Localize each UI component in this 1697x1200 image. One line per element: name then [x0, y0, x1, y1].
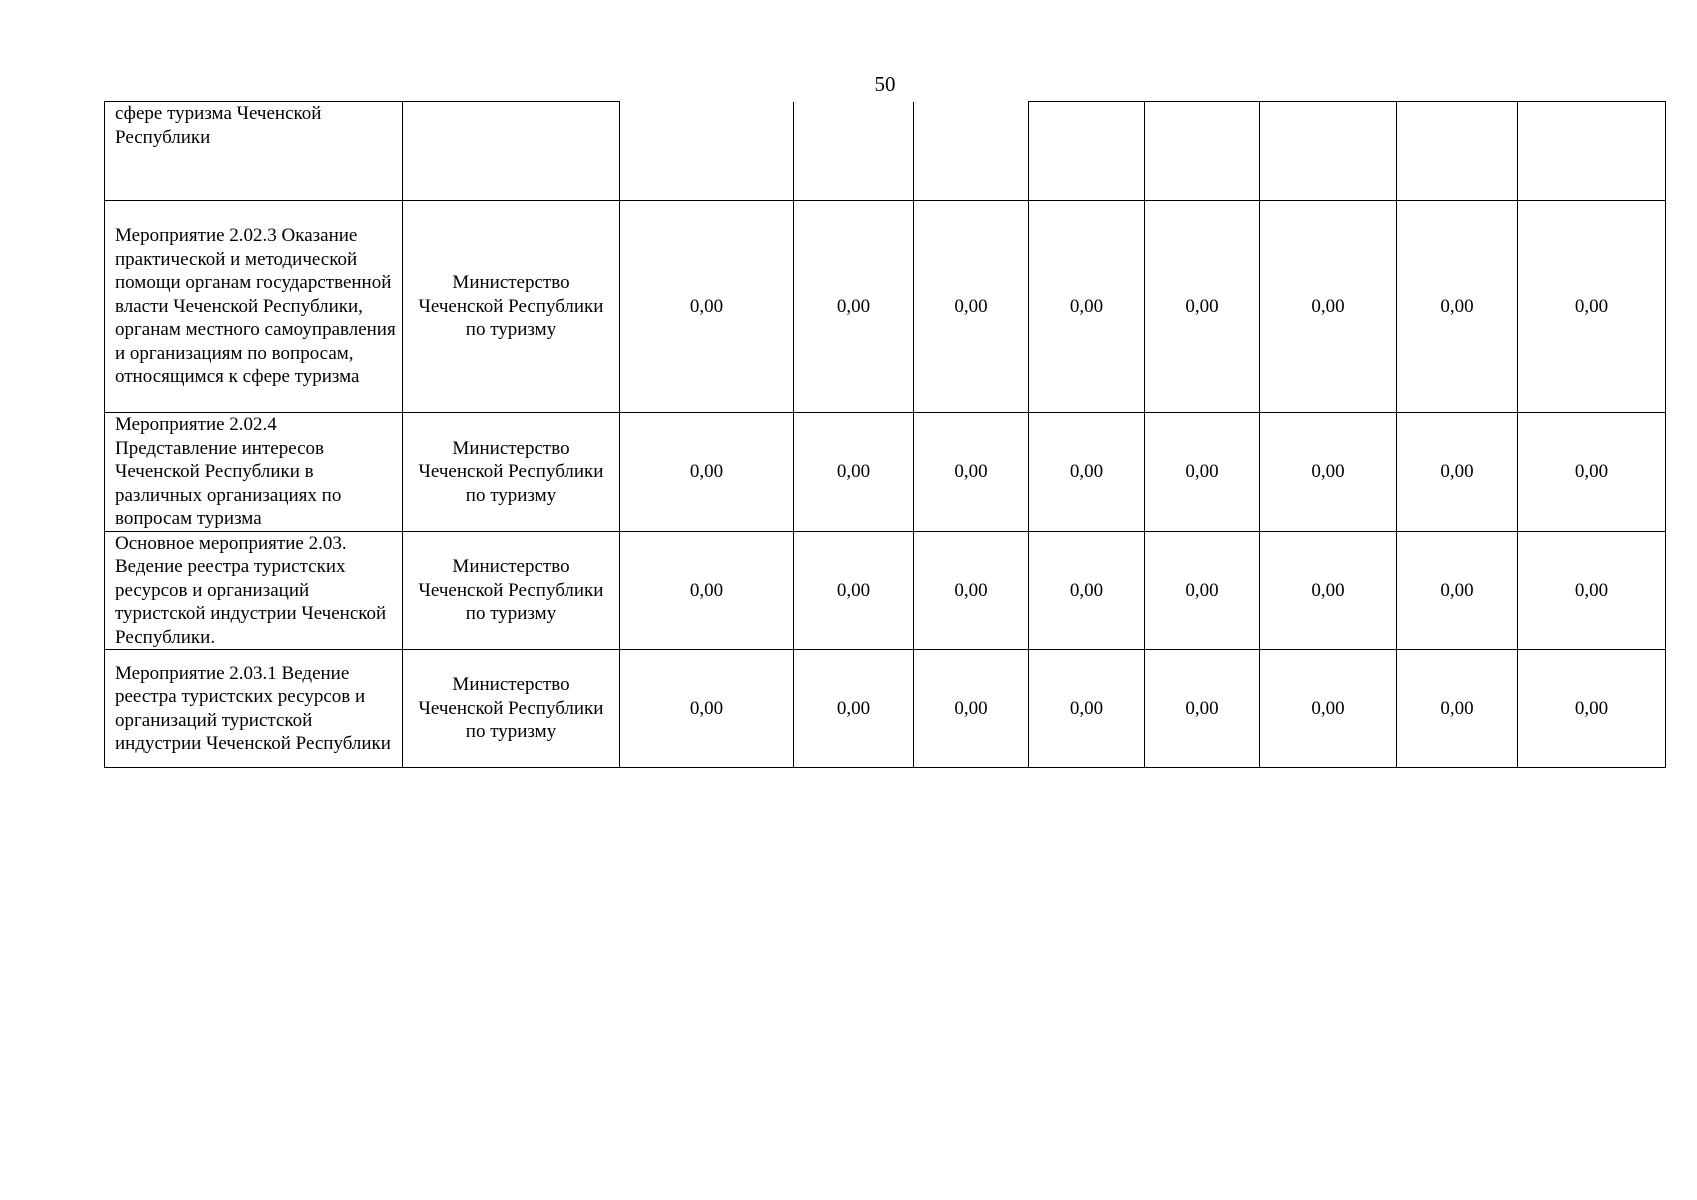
row-description: Мероприятие 2.02.3 Оказание практической и методической помощи органам государственной власти Чеченской Республики, органам местного самоуправления и организациям по вопросам, относящимся к сфере туризма — [115, 225, 396, 388]
row-description-cell — [105, 413, 403, 532]
value-cell: 0,00 — [620, 413, 794, 532]
budget-table — [104, 101, 1666, 768]
table-row — [105, 650, 1666, 768]
value-cell: 0,00 — [1145, 650, 1260, 768]
page-number: 50 — [874, 72, 896, 96]
table-row — [105, 531, 1666, 650]
value-cell: 0,00 — [1145, 413, 1260, 532]
table-row — [105, 413, 1666, 532]
row-description: сфере туризма Чеченской Республики — [115, 103, 322, 148]
value-cell — [1518, 102, 1666, 201]
row-executor-cell — [403, 650, 620, 768]
value-cell — [794, 102, 914, 201]
value-cell: 0,00 — [620, 201, 794, 413]
value-cell: 0,00 — [620, 531, 794, 650]
value-cell: 0,00 — [1029, 650, 1145, 768]
value-cell: 0,00 — [914, 650, 1029, 768]
value-cell: 0,00 — [1518, 413, 1666, 532]
value-cell: 0,00 — [1397, 531, 1518, 650]
row-description-cell — [105, 102, 403, 201]
table-row — [105, 201, 1666, 413]
row-description-cell — [105, 531, 403, 650]
value-cell: 0,00 — [794, 413, 914, 532]
value-cell — [1260, 102, 1397, 201]
row-executor-cell — [403, 531, 620, 650]
value-cell: 0,00 — [1260, 650, 1397, 768]
value-cell: 0,00 — [914, 201, 1029, 413]
value-cell: 0,00 — [1260, 531, 1397, 650]
value-cell — [1397, 102, 1518, 201]
value-cell: 0,00 — [1518, 531, 1666, 650]
value-cell: 0,00 — [914, 531, 1029, 650]
row-executor-cell — [403, 413, 620, 532]
value-cell — [620, 102, 794, 201]
row-description-cell — [105, 650, 403, 768]
row-executor: Министерство Чеченской Республики по туризму — [418, 272, 604, 341]
value-cell — [914, 102, 1029, 201]
value-cell: 0,00 — [794, 650, 914, 768]
value-cell: 0,00 — [914, 413, 1029, 532]
row-executor: Министерство Чеченской Республики по туризму — [418, 556, 604, 624]
row-description: Мероприятие 2.03.1 Ведение реестра туристских ресурсов и организаций туристской индустрии Чеченской Республики — [115, 662, 391, 754]
value-cell: 0,00 — [1397, 650, 1518, 768]
value-cell: 0,00 — [1029, 413, 1145, 532]
value-cell: 0,00 — [1397, 201, 1518, 413]
row-executor: Министерство Чеченской Республики по туризму — [418, 437, 604, 506]
value-cell: 0,00 — [1029, 201, 1145, 413]
value-cell: 0,00 — [794, 531, 914, 650]
value-cell: 0,00 — [1145, 201, 1260, 413]
value-cell: 0,00 — [794, 201, 914, 413]
value-cell: 0,00 — [1260, 413, 1397, 532]
value-cell: 0,00 — [1518, 201, 1666, 413]
value-cell — [1029, 102, 1145, 201]
row-description-cell — [105, 201, 403, 413]
row-description: Мероприятие 2.02.4 Представление интересов Чеченской Республики в различных организациях по вопросам туризма — [115, 414, 342, 529]
value-cell: 0,00 — [1397, 413, 1518, 532]
value-cell: 0,00 — [1518, 650, 1666, 768]
value-cell: 0,00 — [1145, 531, 1260, 650]
value-cell: 0,00 — [1260, 201, 1397, 413]
value-cell — [1145, 102, 1260, 201]
row-executor-cell — [403, 201, 620, 413]
row-executor: Министерство Чеченской Республики по туризму — [418, 674, 604, 743]
value-cell: 0,00 — [1029, 531, 1145, 650]
row-description: Основное мероприятие 2.03. Ведение реестра туристских ресурсов и организаций туристской индустрии Чеченской Республики. — [115, 532, 387, 648]
table-row — [105, 102, 1666, 201]
row-executor-cell — [403, 102, 620, 201]
value-cell: 0,00 — [620, 650, 794, 768]
